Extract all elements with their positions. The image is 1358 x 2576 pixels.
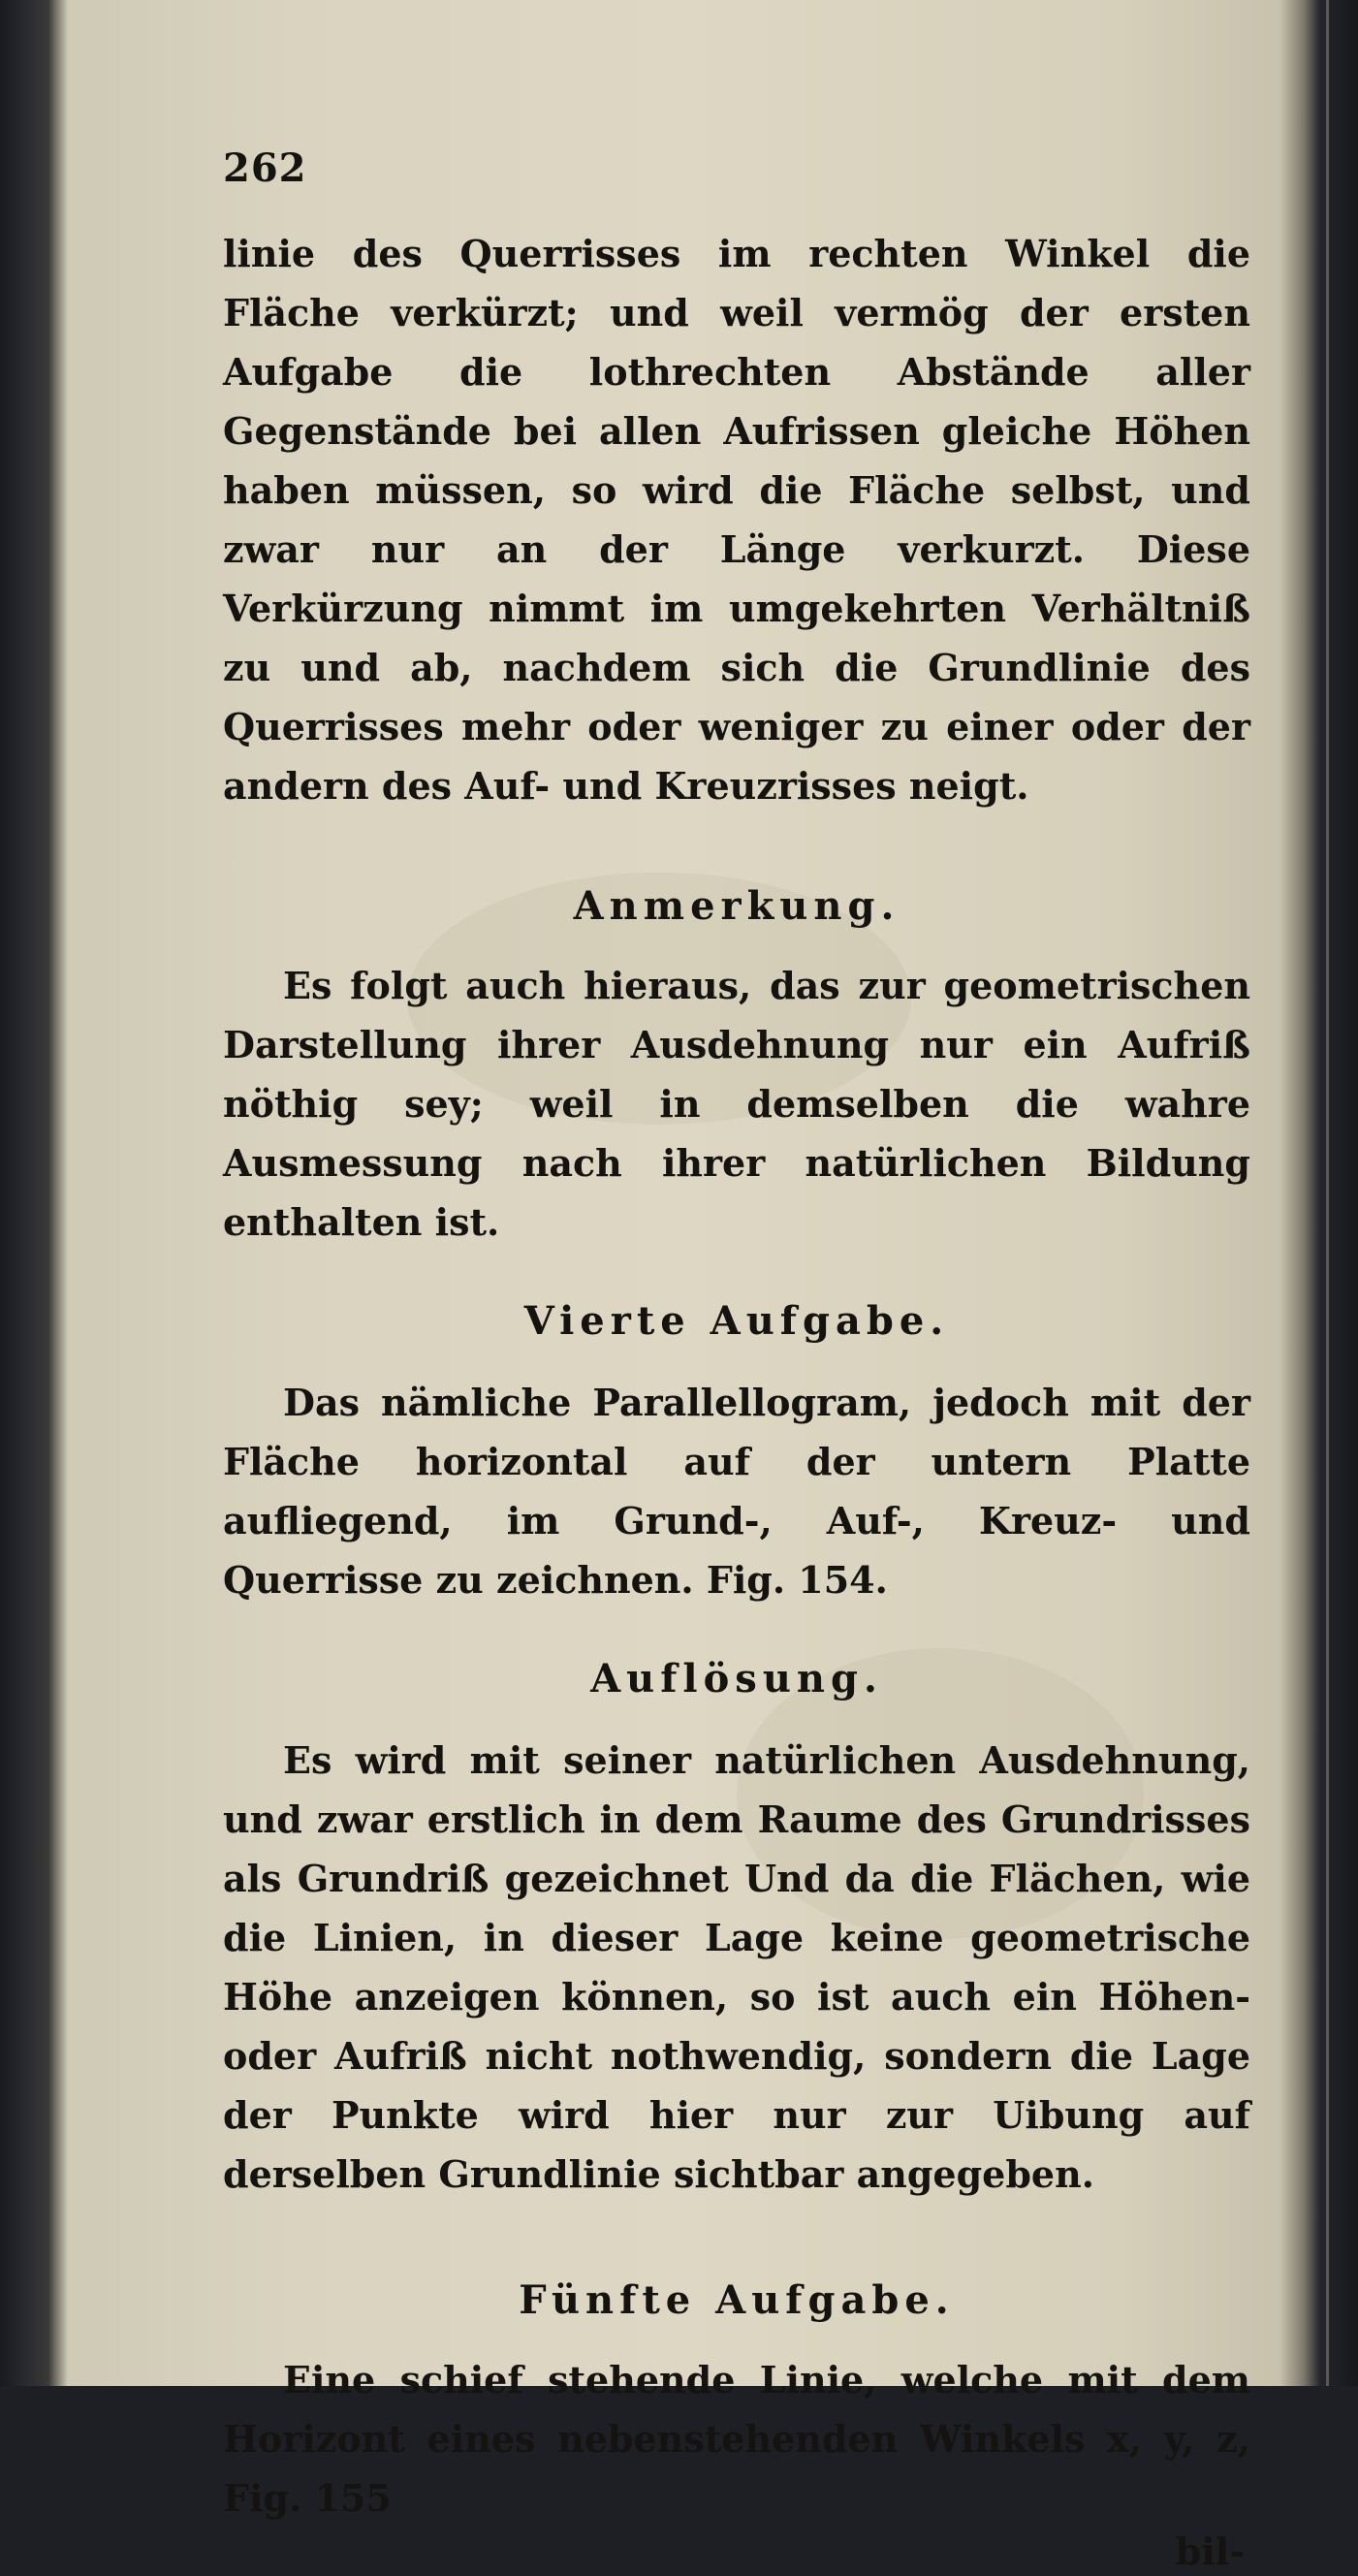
heading-aufloesung: Auflösung. — [590, 1656, 883, 1701]
paragraph-4: Es wird mit seiner natürlichen Ausdehnung, und zwar erstlich in dem Raume des Grundrisses als Grundriß gezeichnet Und da die Flächen, wie die Linien, in dieser Lage keine geometrische Höhe anzeigen können, so ist auch ein Höhen- oder Aufriß nicht nothwendig, sondern die Lage der Punkte wird hier nur zur Uibung auf derselben Grundlinie sichtbar angegeben. — [223, 1738, 1250, 2196]
paragraph-1: linie des Querrisses im rechten Winkel die Fläche verkürzt; und weil vermög der ersten Aufgabe die lothrechten Abstände aller Gegenstände bei allen Aufrissen gleiche Höhen haben müssen, so wird die Fläche selbst, und zwar nur an der Länge verkurzt. Diese Verkürzung nimmt im umgekehrten Verhältniß zu und ab, nachdem sich die Grundlinie des Querrisses mehr oder weniger zu einer oder der andern des Auf- und Kreuzrisses neigt. — [223, 232, 1250, 808]
page-content — [223, 145, 1250, 2576]
page-edge — [1326, 0, 1329, 2386]
heading-vierte-aufgabe: Vierte Aufgabe. — [523, 1298, 950, 1344]
paragraph-3: Das nämliche Parallellogram, jedoch mit der Fläche horizontal auf der untern Platte aufliegend, im Grund-, Auf-, Kreuz- und Querrisse zu zeichnen. Fig. 154. — [223, 1381, 1250, 1602]
heading-anmerkung: Anmerkung. — [573, 883, 900, 929]
paragraph-2: Es folgt auch hieraus, das zur geometrischen Darstellung ihrer Ausdehnung nur ein Aufriß nöthig sey; weil in demselben die wahre Ausmessung nach ihrer natürlichen Bildung enthalten ist. — [223, 964, 1250, 1244]
page-number: 262 — [223, 145, 307, 191]
paragraph-5: Eine schief stehende Linie, welche mit dem Horizont eines nebenstehenden Winkels x, y, z, Fig. 155 — [223, 2358, 1250, 2520]
heading-fuenfte-aufgabe: Fünfte Aufgabe. — [519, 2277, 955, 2323]
catchword: bil- — [1175, 2529, 1245, 2573]
